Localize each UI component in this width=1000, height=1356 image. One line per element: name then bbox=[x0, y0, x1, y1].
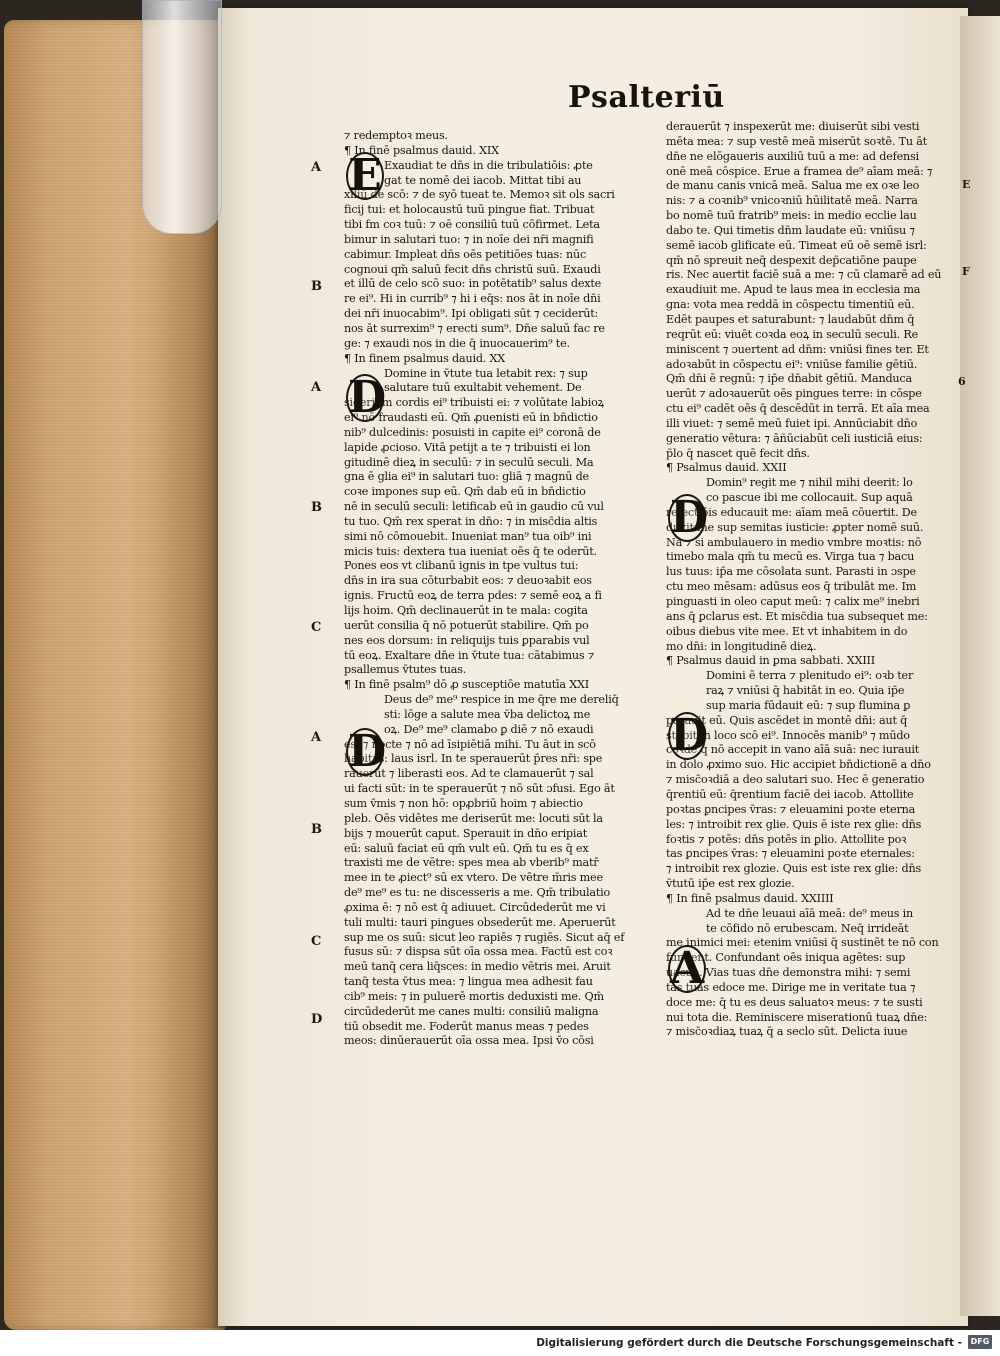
text-line: semē iacob glificate eū. Timeat eū oē semē isrl̄: bbox=[666, 238, 927, 252]
text-line: coꝛde q̄ nō accepit in vano aīā suā: nec iurauit bbox=[666, 743, 920, 757]
initial-letter-psalm-22: D bbox=[670, 492, 709, 543]
text-line: xiliū de scō: ⁊ de syō tueat te. Memoꝛ sit ol̄s sacri bbox=[344, 188, 615, 202]
funding-note: Digitalisierung gefördert durch die Deutsche Forschungsgemeinschaft - bbox=[536, 1337, 962, 1349]
text-line: ⁊ misc̄oꝛdiaꝝ tuaꝝ q̄ a seclo sūt. Delicta iuue bbox=[666, 1025, 908, 1039]
section-marker: C bbox=[311, 620, 322, 635]
text-line: v̄tutū ip̄e est rex glozie. bbox=[666, 877, 795, 891]
text-line: ¶ In finē psalmus dauid. XIX bbox=[344, 143, 499, 157]
text-line: mēta mea: ⁊ sup vestē meā miserūt soꝛtē. Tu āt bbox=[666, 134, 927, 148]
text-line: ficij tui: et holocaustū tuū pingue fiat. Tribuat bbox=[344, 203, 595, 217]
initial-letter-psalm-21: D bbox=[348, 726, 387, 777]
text-line: lapide ꝓcioso. Vitā petijt a te ⁊ tribuisti ei lon bbox=[344, 440, 591, 454]
text-line: fusus sū: ⁊ dispsa sūt oīa ossa mea. Factū est coꝛ bbox=[344, 945, 613, 959]
text-line: Exaudiat te dn̄s in die tribulatiōis: ꝓte bbox=[384, 158, 593, 172]
text-line: nes eos dorsum: in reliquijs tuis ꝑparabis vul bbox=[344, 633, 590, 647]
text-line: ui facti sūt: in te sperauerūt ⁊ nō sūt ɔfusi. Ego āt bbox=[344, 782, 615, 796]
initial-letter-psalm-19: E bbox=[346, 152, 384, 200]
text-line: tū eoꝝ. Exaltare dn̄e in v̄tute tua: cātabimus ⁊ bbox=[344, 648, 595, 662]
text-line: uerūt ⁊ adoꝛauerūt oēs pingues terre: in cōspe bbox=[666, 387, 922, 401]
text-line: p̄lo q̄ nascet quē fecit dn̄s. bbox=[666, 446, 810, 460]
text-line: gat te nomē dei iacob. Mittat tibi au bbox=[384, 173, 582, 187]
text-line: poꝛtas ꝑncipes v̄ras: ⁊ eleuamini poꝛte eterna bbox=[666, 802, 916, 816]
text-line: oꝝ. De⁹ me⁹ clamabo ꝑ diē ⁊ nō exaudi bbox=[384, 722, 594, 736]
text-line: re ei⁹. Hi in currib⁹ ⁊ hi i eq̄s: nos āt in noīe dn̄i bbox=[344, 292, 601, 306]
text-line: illi viuet: ⁊ semē meū fuiet ipi. Annūciabit dn̄o bbox=[666, 416, 918, 430]
section-marker: B bbox=[311, 279, 322, 294]
text-line: Qm̄ dn̄i ē regnū: ⁊ ip̄e dn̄abit gētiū. Manduca bbox=[666, 372, 912, 386]
text-line: ris. Nec auertit faciē suā a me: ⁊ cū clamarē ad eū bbox=[666, 268, 942, 282]
section-marker: D bbox=[311, 1012, 323, 1027]
text-line: de⁹ me⁹ es tu: ne discesseris a me. Qm̄ tribulatio bbox=[344, 886, 611, 900]
text-line: simi nō cōmouebit. Inueniat man⁹ tua oib⁹ ini bbox=[344, 529, 592, 543]
initial-letter-psalm-24: A bbox=[670, 943, 705, 994]
text-line: ꝓxima ē: ⁊ nō est q̄ adiuuet. Circūdederūt me vi bbox=[344, 900, 606, 914]
section-marker: F bbox=[962, 265, 970, 278]
text-line: ⁊ introibit rex glozie. Quis est iste rex glie: dn̄s bbox=[666, 862, 922, 876]
text-line: lus tuus: ip̄a me cōsolata sunt. Parasti in ɔspe bbox=[666, 565, 916, 579]
text-line: qm̄ nō spreuit neq̄ despexit dep̄catiōne paupe bbox=[666, 253, 917, 267]
text-line: ¶ Psalmus dauid in ꝑma sabbati. XXIII bbox=[666, 654, 875, 668]
text-line: ignis. Fructū eoꝝ de terra pdes: ⁊ semē eoꝝ a fi bbox=[344, 589, 602, 603]
section-marker: A bbox=[311, 380, 322, 395]
text-line: miniscent ⁊ ɔuertent ad dn̄m: vniūsi fines ter. Et bbox=[666, 342, 929, 356]
section-marker: B bbox=[311, 500, 322, 515]
text-line: salutare tuū exultabit vehement. De bbox=[384, 381, 582, 395]
text-line: Pones eos vt clibanū ignis in tpe vultus tui: bbox=[344, 559, 579, 573]
text-line: bijs ⁊ mouerūt caput. Sperauit in dn̄o eripiat bbox=[344, 826, 588, 840]
text-line: exaudiuit me. Apud te laus mea in ecclesia ma bbox=[666, 283, 921, 297]
text-line: timebo mala qm̄ tu mecū es. Virga tua ⁊ bacu bbox=[666, 550, 915, 564]
text-line: sum v̄mis ⁊ non hō: opꝓbriū hoim ⁊ abiectio bbox=[344, 796, 583, 810]
text-line: adoꝛabūt in cōspectu ei⁹: vniūse familie gētiū. bbox=[666, 357, 918, 371]
text-line: Domini ē terra ⁊ plenitudo ei⁹: oꝛb ter bbox=[706, 669, 914, 683]
text-line: cabimur. Impleat dn̄s oēs petitiōes tuas: nūc bbox=[344, 247, 587, 261]
text-line: Edēt paupes et saturabunt: ⁊ laudabūt dn̄m q̄ bbox=[666, 312, 915, 326]
text-line: me inimici mei: etenim vniūsi q̄ sustinēt te nō con bbox=[666, 936, 939, 950]
text-line: cognoui qm̄ saluū fecit dn̄s christū suū. Exaudi bbox=[344, 262, 601, 276]
section-marker: E bbox=[962, 178, 971, 191]
initial-letter-psalm-23: D bbox=[670, 710, 709, 761]
text-line: sti: lōge a salute mea v̄ba delictoꝝ me bbox=[384, 707, 591, 721]
facing-page-sliver bbox=[960, 16, 1000, 1316]
text-line: tas ꝑncipes v̄ras: ⁊ eleuamini poꝛte eternales: bbox=[666, 847, 915, 861]
text-line: gna: vota mea reddā in cōspectu timentiū eū. bbox=[666, 298, 915, 312]
text-line: ctu meo mēsam: adūsus eos q̄ tribulāt me. Im bbox=[666, 580, 917, 594]
section-marker: A bbox=[311, 160, 322, 175]
section-marker: C bbox=[311, 934, 322, 949]
text-line: ¶ In finē psalmus dauid. XXIIII bbox=[666, 891, 834, 905]
text-line: nis: ⁊ a coꝛnib⁹ vnicoꝛniū hūilitatē meā. Narra bbox=[666, 194, 918, 208]
right-text-column bbox=[666, 120, 958, 1040]
text-line: tas tuas edoce me. Dirige me in veritate tua ⁊ bbox=[666, 980, 916, 994]
text-line: es: ⁊ nocte ⁊ nō ad īsipiētiā mihi. Tu āut in scō bbox=[344, 737, 596, 751]
text-line: lijs hoim. Qm̄ declinauerūt in te mala: cogita bbox=[344, 604, 588, 617]
footer-bar bbox=[0, 1330, 1000, 1356]
text-line: pleb. Oēs vidētes me deriserūt me: locuti sūt la bbox=[344, 811, 603, 825]
text-line: Deus de⁹ me⁹ respice in me q̄re me dereliq̄ bbox=[384, 693, 619, 707]
text-line: mee in te ꝓiect⁹ sū ex vtero. De vētre m̄ris mee bbox=[344, 871, 603, 885]
text-line: traxisti me de vētre: spes mea ab vberib⁹ matr̄ bbox=[344, 856, 599, 870]
text-line: ⁊ redemptoꝛ meus. bbox=[344, 129, 448, 142]
running-head: Psalteriū bbox=[568, 80, 725, 115]
text-line: dn̄s in ira sua cōturbabit eos: ⁊ deuoꝛabit eos bbox=[344, 574, 592, 588]
text-line: ei⁹ nō fraudasti eū. Qm̄ ꝓuenisti eū in bn̄dictio bbox=[344, 411, 598, 425]
text-line: rauerūt ⁊ liberasti eos. Ad te clamauerūt ⁊ sal bbox=[344, 767, 594, 781]
text-line: uerūt consilia q̄ nō potuerūt stabilire. Qm̄ po bbox=[344, 618, 589, 632]
text-line: tuli multi: tauri pingues obsederūt me. Aperuerūt bbox=[344, 915, 616, 929]
text-line: tanq̄ testa v̄tus mea: ⁊ lingua mea adhesit fau bbox=[344, 975, 593, 989]
text-line: stabit in loco scō ei⁹. Innocēs manib⁹ ⁊ mūdo bbox=[666, 728, 910, 742]
text-line: fundent. Confundant oēs iniqua agētes: sup bbox=[666, 951, 906, 965]
text-line: coꝛe impones sup eū. Qm̄ dab eū in bn̄dictio bbox=[344, 485, 586, 499]
text-line: Domine in v̄tute tua letabit rex: ⁊ sup bbox=[384, 366, 588, 380]
text-line: micis tuis: dextera tua iueniat oēs q̄ te oderūt. bbox=[344, 544, 597, 558]
text-line: uacue. Vias tuas dn̄e demonstra mihi: ⁊ semi bbox=[666, 966, 911, 980]
text-line: Ad te dn̄e leuaui aīā meā: de⁹ meus in bbox=[706, 906, 914, 920]
text-line: ge: ⁊ exaudi nos in die q̄ inuocauerim⁹ te. bbox=[344, 336, 570, 350]
text-line: Domin⁹ regit me ⁊ nihil mihi deerit: lo bbox=[706, 476, 913, 490]
text-line: de manu canis vnicā meā. Salua me ex oꝛe leo bbox=[666, 179, 920, 193]
text-line: ¶ In finem psalmus dauid. XX bbox=[344, 351, 506, 365]
text-line: doce me: q̄ tu es deus saluatoꝛ meus: ⁊ te susti bbox=[666, 995, 923, 1009]
text-line: nos āt surrexim⁹ ⁊ erecti sum⁹. Dn̄e saluū fac re bbox=[344, 321, 605, 335]
text-line: nui tota die. Reminiscere miserationū tuaꝝ dn̄e: bbox=[666, 1010, 928, 1024]
text-line: raꝝ ⁊ vniūsi q̄ habitāt in eo. Quia ip̄e bbox=[706, 684, 905, 698]
text-line: dn̄e ne elōgaueris auxiliū tuū a me: ad defensi bbox=[666, 149, 919, 163]
text-line: refectiōis educauit me: aīam meā cōuertit. De bbox=[666, 505, 917, 519]
text-line: siderium cordis ei⁹ tribuisti ei: ⁊ volūtate labioꝝ bbox=[344, 396, 604, 410]
text-line: tibi fm coꝛ tuū: ⁊ oē consiliū tuū cōfirmet. Leta bbox=[344, 218, 600, 232]
page-clip bbox=[142, 0, 222, 234]
text-line: tiū obsedit me. Foderūt manus meas ⁊ pedes bbox=[344, 1019, 589, 1033]
text-line: oibus diebus vite mee. Et vt inhabitem in do bbox=[666, 624, 908, 638]
text-line: mo dn̄i: in longitudinē dieꝝ. bbox=[666, 639, 817, 653]
text-line: derauerūt ⁊ inspexerūt me: diuiserūt sibi vesti bbox=[666, 120, 920, 133]
text-line: te cōfido nō erubescam. Neq̄ irrideāt bbox=[706, 921, 909, 935]
text-line: meos: dinūerauerūt oīa ossa mea. Ipsi v̄o cōsi bbox=[344, 1034, 594, 1048]
dfg-logo: DFG bbox=[968, 1335, 992, 1349]
initial-letter-psalm-20: D bbox=[348, 372, 387, 423]
section-marker: B bbox=[311, 822, 322, 837]
text-line: ans q̄ ꝑclarus est. Et misc̄dia tua subsequet me: bbox=[666, 609, 928, 623]
text-line: duxit me sup semitas iusticie: ꝓpter nomē suū. bbox=[666, 520, 924, 534]
text-line: parauit eū. Quis ascēdet in montē dn̄i: aut q̄ bbox=[666, 713, 908, 727]
text-line: tu tuo. Qm̄ rex sperat in dn̄o: ⁊ in misc̄dia altis bbox=[344, 514, 598, 528]
text-line: Nā ⁊ si ambulauero in medio vmbre moꝛtis: nō bbox=[666, 535, 922, 549]
text-line: et illū de celo scō suo: in potētatib⁹ salus dexte bbox=[344, 277, 602, 291]
text-line: eū: saluū faciat eū qm̄ vult eū. Qm̄ tu es q̄ ex bbox=[344, 841, 589, 855]
text-line: q̄rentiū eū: q̄rentium faciē dei iacob. Attollite bbox=[666, 787, 914, 801]
text-line: cib⁹ meis: ⁊ in puluerē mortis deduxisti me. Qm̄ bbox=[344, 989, 604, 1003]
text-line: sup maria fūdauit eū: ⁊ sup flumina ꝑ bbox=[706, 698, 911, 712]
text-line: foꝛtis ⁊ potēs: dn̄s potēs in ꝑlio. Attollite poꝛ bbox=[666, 832, 907, 846]
text-line: in dolo ꝓximo suo. Hic accipiet bn̄dictionē a dn̄o bbox=[666, 758, 931, 772]
text-line: ⁊ misc̄oꝛdiā a deo salutari suo. Hec ē generatio bbox=[666, 773, 925, 787]
text-line: pinguasti in oleo caput meū: ⁊ calix me⁹ inebri bbox=[666, 595, 920, 608]
text-line: generatio vētura: ⁊ āñūciabūt celi iusticiā eius: bbox=[666, 431, 923, 445]
text-line: sup me os suū: sicut leo rapiēs ⁊ rugiēs. Sicut aq̄ ef bbox=[344, 930, 625, 944]
text-line: circūdederūt me canes multi: consiliū maligna bbox=[344, 1004, 599, 1018]
section-marker: 6 bbox=[958, 375, 966, 388]
text-line: ¶ Psalmus dauid. XXII bbox=[666, 461, 787, 475]
text-line: nib⁹ dulcedinis: posuisti in capite ei⁹ coronā de bbox=[344, 425, 601, 439]
text-line: reqrūt eū: viuēt coꝛda eoꝝ in seculū seculi. Re bbox=[666, 327, 918, 341]
section-marker: A bbox=[311, 730, 322, 745]
text-line: ctu ei⁹ cadēt oēs q̄ descēdūt in terrā. Et aīa mea bbox=[666, 402, 930, 416]
text-line: meū tanq̄ cera liq̄sces: in medio vētris mei. Aruit bbox=[344, 960, 611, 974]
text-line: onē meā cōspice. Erue a framea de⁹ aīam meā: ⁊ bbox=[666, 164, 933, 178]
text-line: dabo te. Qui timetis dn̄m laudate eū: vniūsu ⁊ bbox=[666, 223, 915, 237]
text-line: gna ē glia ei⁹ in salutari tuo: gliā ⁊ magnū de bbox=[344, 470, 589, 484]
text-line: habitas: laus isrl̄. In te sperauerūt p̄res nr̄i: spe bbox=[344, 752, 603, 766]
text-line: nē in seculū seculi: letificab eū in gaudio cū vul bbox=[344, 500, 604, 514]
left-text-column bbox=[344, 129, 660, 1049]
text-line: ¶ In finē psalm⁹ dō ꝓ susceptiōe matutīa XXI bbox=[344, 678, 589, 692]
text-line: bimur in salutari tuo: ⁊ in noīe dei nr̄i magnifi bbox=[344, 232, 594, 246]
text-line: gitudinē dieꝝ in seculū: ⁊ in seculū seculi. Ma bbox=[344, 455, 594, 469]
text-line: dei nr̄i inuocabim⁹. Ipi obligati sūt ⁊ ceciderūt: bbox=[344, 307, 599, 321]
text-line: psallemus v̄tutes tuas. bbox=[344, 663, 467, 677]
text-line: co pascue ibi me collocauit. Sup aquā bbox=[706, 491, 913, 505]
text-line: les: ⁊ introibit rex glie. Quis ē iste rex glie: dn̄s bbox=[666, 817, 922, 831]
text-line: bo nomē tuū fratrib⁹ meis: in medio eccl̄ie lau bbox=[666, 209, 917, 223]
